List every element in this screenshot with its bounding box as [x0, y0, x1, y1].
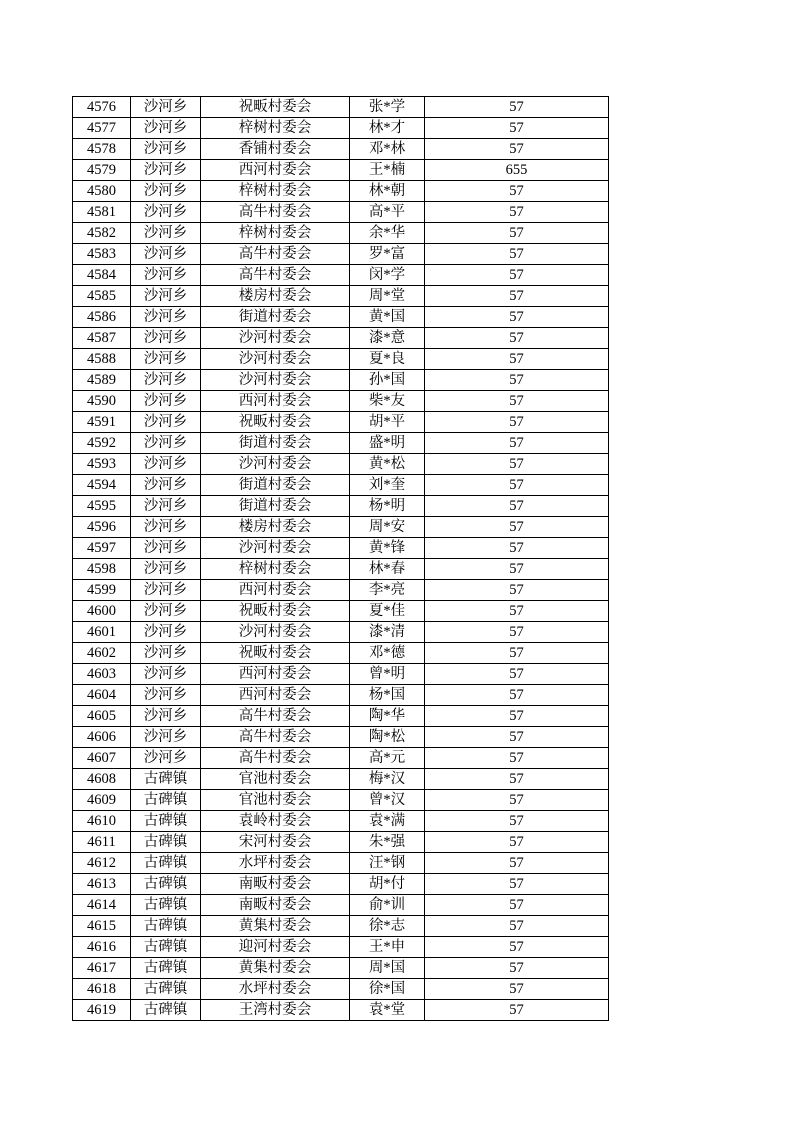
town-cell: 沙河乡 — [131, 202, 201, 223]
amount-cell: 57 — [425, 244, 609, 265]
amount-cell: 57 — [425, 118, 609, 139]
name-cell: 胡*付 — [350, 874, 425, 895]
village-cell: 梓树村委会 — [201, 559, 350, 580]
town-cell: 沙河乡 — [131, 244, 201, 265]
village-cell: 水坪村委会 — [201, 979, 350, 1000]
name-cell: 盛*明 — [350, 433, 425, 454]
amount-cell: 57 — [425, 181, 609, 202]
table-row — [73, 706, 609, 727]
village-cell: 迎河村委会 — [201, 937, 350, 958]
table-row — [73, 937, 609, 958]
name-cell: 张*学 — [350, 97, 425, 118]
town-cell: 沙河乡 — [131, 160, 201, 181]
name-cell: 徐*志 — [350, 916, 425, 937]
row-number-cell: 4593 — [73, 454, 131, 475]
town-cell: 古碑镇 — [131, 790, 201, 811]
row-number-cell: 4578 — [73, 139, 131, 160]
row-number-cell: 4598 — [73, 559, 131, 580]
roster-table-body — [73, 97, 609, 1021]
amount-cell: 57 — [425, 958, 609, 979]
row-number-cell: 4589 — [73, 370, 131, 391]
name-cell: 罗*富 — [350, 244, 425, 265]
name-cell: 高*元 — [350, 748, 425, 769]
table-row — [73, 97, 609, 118]
row-number-cell: 4588 — [73, 349, 131, 370]
amount-cell: 57 — [425, 391, 609, 412]
village-cell: 沙河村委会 — [201, 454, 350, 475]
row-number-cell: 4596 — [73, 517, 131, 538]
row-number-cell: 4597 — [73, 538, 131, 559]
village-cell: 王湾村委会 — [201, 1000, 350, 1021]
village-cell: 黄集村委会 — [201, 958, 350, 979]
amount-cell: 57 — [425, 601, 609, 622]
town-cell: 沙河乡 — [131, 622, 201, 643]
row-number-cell: 4609 — [73, 790, 131, 811]
name-cell: 余*华 — [350, 223, 425, 244]
table-row — [73, 601, 609, 622]
amount-cell: 57 — [425, 496, 609, 517]
village-cell: 沙河村委会 — [201, 538, 350, 559]
row-number-cell: 4592 — [73, 433, 131, 454]
row-number-cell: 4579 — [73, 160, 131, 181]
amount-cell: 57 — [425, 559, 609, 580]
table-row — [73, 454, 609, 475]
amount-cell: 57 — [425, 538, 609, 559]
town-cell: 沙河乡 — [131, 643, 201, 664]
amount-cell: 57 — [425, 202, 609, 223]
town-cell: 沙河乡 — [131, 559, 201, 580]
town-cell: 沙河乡 — [131, 433, 201, 454]
row-number-cell: 4615 — [73, 916, 131, 937]
town-cell: 沙河乡 — [131, 601, 201, 622]
village-cell: 宋河村委会 — [201, 832, 350, 853]
town-cell: 古碑镇 — [131, 979, 201, 1000]
village-cell: 西河村委会 — [201, 391, 350, 412]
town-cell: 沙河乡 — [131, 139, 201, 160]
name-cell: 俞*训 — [350, 895, 425, 916]
table-row — [73, 748, 609, 769]
town-cell: 沙河乡 — [131, 580, 201, 601]
table-row — [73, 853, 609, 874]
town-cell: 沙河乡 — [131, 496, 201, 517]
town-cell: 沙河乡 — [131, 370, 201, 391]
town-cell: 沙河乡 — [131, 727, 201, 748]
name-cell: 梅*汉 — [350, 769, 425, 790]
amount-cell: 57 — [425, 265, 609, 286]
name-cell: 袁*满 — [350, 811, 425, 832]
row-number-cell: 4591 — [73, 412, 131, 433]
village-cell: 楼房村委会 — [201, 286, 350, 307]
town-cell: 沙河乡 — [131, 748, 201, 769]
row-number-cell: 4577 — [73, 118, 131, 139]
name-cell: 邓*林 — [350, 139, 425, 160]
amount-cell: 57 — [425, 979, 609, 1000]
row-number-cell: 4590 — [73, 391, 131, 412]
table-row — [73, 958, 609, 979]
amount-cell: 57 — [425, 307, 609, 328]
table-row — [73, 769, 609, 790]
table-row — [73, 118, 609, 139]
name-cell: 周*安 — [350, 517, 425, 538]
village-cell: 街道村委会 — [201, 475, 350, 496]
town-cell: 古碑镇 — [131, 1000, 201, 1021]
village-cell: 祝畈村委会 — [201, 412, 350, 433]
name-cell: 柴*友 — [350, 391, 425, 412]
amount-cell: 57 — [425, 769, 609, 790]
name-cell: 陶*松 — [350, 727, 425, 748]
village-cell: 西河村委会 — [201, 664, 350, 685]
name-cell: 王*楠 — [350, 160, 425, 181]
town-cell: 沙河乡 — [131, 328, 201, 349]
row-number-cell: 4608 — [73, 769, 131, 790]
name-cell: 刘*奎 — [350, 475, 425, 496]
amount-cell: 57 — [425, 916, 609, 937]
row-number-cell: 4599 — [73, 580, 131, 601]
table-row — [73, 328, 609, 349]
table-row — [73, 286, 609, 307]
town-cell: 沙河乡 — [131, 664, 201, 685]
table-row — [73, 727, 609, 748]
name-cell: 曾*明 — [350, 664, 425, 685]
village-cell: 祝畈村委会 — [201, 601, 350, 622]
row-number-cell: 4619 — [73, 1000, 131, 1021]
name-cell: 闵*学 — [350, 265, 425, 286]
table-row — [73, 643, 609, 664]
town-cell: 沙河乡 — [131, 685, 201, 706]
town-cell: 沙河乡 — [131, 349, 201, 370]
amount-cell: 57 — [425, 454, 609, 475]
name-cell: 周*堂 — [350, 286, 425, 307]
village-cell: 高牛村委会 — [201, 244, 350, 265]
table-row — [73, 223, 609, 244]
table-row — [73, 895, 609, 916]
amount-cell: 57 — [425, 622, 609, 643]
amount-cell: 57 — [425, 748, 609, 769]
row-number-cell: 4600 — [73, 601, 131, 622]
table-row — [73, 811, 609, 832]
town-cell: 沙河乡 — [131, 475, 201, 496]
table-row — [73, 790, 609, 811]
row-number-cell: 4602 — [73, 643, 131, 664]
table-row — [73, 370, 609, 391]
name-cell: 朱*强 — [350, 832, 425, 853]
amount-cell: 57 — [425, 97, 609, 118]
village-cell: 沙河村委会 — [201, 370, 350, 391]
village-cell: 西河村委会 — [201, 160, 350, 181]
name-cell: 黄*锋 — [350, 538, 425, 559]
name-cell: 李*亮 — [350, 580, 425, 601]
name-cell: 徐*国 — [350, 979, 425, 1000]
name-cell: 漆*意 — [350, 328, 425, 349]
table-row — [73, 181, 609, 202]
name-cell: 黄*松 — [350, 454, 425, 475]
row-number-cell: 4601 — [73, 622, 131, 643]
name-cell: 黄*国 — [350, 307, 425, 328]
name-cell: 杨*明 — [350, 496, 425, 517]
town-cell: 沙河乡 — [131, 286, 201, 307]
table-row — [73, 832, 609, 853]
amount-cell: 57 — [425, 895, 609, 916]
row-number-cell: 4613 — [73, 874, 131, 895]
name-cell: 汪*钢 — [350, 853, 425, 874]
amount-cell: 57 — [425, 874, 609, 895]
row-number-cell: 4586 — [73, 307, 131, 328]
village-cell: 袁岭村委会 — [201, 811, 350, 832]
village-cell: 梓树村委会 — [201, 118, 350, 139]
village-cell: 高牛村委会 — [201, 265, 350, 286]
village-cell: 高牛村委会 — [201, 748, 350, 769]
town-cell: 沙河乡 — [131, 706, 201, 727]
village-cell: 官池村委会 — [201, 790, 350, 811]
row-number-cell: 4582 — [73, 223, 131, 244]
village-cell: 高牛村委会 — [201, 202, 350, 223]
amount-cell: 57 — [425, 433, 609, 454]
table-row — [73, 517, 609, 538]
row-number-cell: 4595 — [73, 496, 131, 517]
village-cell: 楼房村委会 — [201, 517, 350, 538]
town-cell: 沙河乡 — [131, 223, 201, 244]
village-cell: 沙河村委会 — [201, 328, 350, 349]
table-row — [73, 475, 609, 496]
village-cell: 水坪村委会 — [201, 853, 350, 874]
town-cell: 古碑镇 — [131, 916, 201, 937]
row-number-cell: 4610 — [73, 811, 131, 832]
amount-cell: 57 — [425, 412, 609, 433]
village-cell: 沙河村委会 — [201, 622, 350, 643]
town-cell: 沙河乡 — [131, 265, 201, 286]
row-number-cell: 4617 — [73, 958, 131, 979]
table-row — [73, 391, 609, 412]
roster-table — [72, 96, 609, 1021]
amount-cell: 57 — [425, 664, 609, 685]
table-row — [73, 874, 609, 895]
name-cell: 邓*德 — [350, 643, 425, 664]
town-cell: 沙河乡 — [131, 181, 201, 202]
amount-cell: 57 — [425, 1000, 609, 1021]
amount-cell: 57 — [425, 223, 609, 244]
amount-cell: 57 — [425, 853, 609, 874]
row-number-cell: 4585 — [73, 286, 131, 307]
table-row — [73, 1000, 609, 1021]
amount-cell: 57 — [425, 706, 609, 727]
town-cell: 古碑镇 — [131, 937, 201, 958]
name-cell: 林*才 — [350, 118, 425, 139]
row-number-cell: 4607 — [73, 748, 131, 769]
name-cell: 陶*华 — [350, 706, 425, 727]
row-number-cell: 4606 — [73, 727, 131, 748]
row-number-cell: 4584 — [73, 265, 131, 286]
row-number-cell: 4583 — [73, 244, 131, 265]
village-cell: 祝畈村委会 — [201, 643, 350, 664]
town-cell: 沙河乡 — [131, 538, 201, 559]
village-cell: 沙河村委会 — [201, 349, 350, 370]
village-cell: 梓树村委会 — [201, 181, 350, 202]
town-cell: 沙河乡 — [131, 454, 201, 475]
amount-cell: 57 — [425, 517, 609, 538]
town-cell: 古碑镇 — [131, 832, 201, 853]
amount-cell: 57 — [425, 811, 609, 832]
town-cell: 沙河乡 — [131, 307, 201, 328]
name-cell: 曾*汉 — [350, 790, 425, 811]
table-row — [73, 349, 609, 370]
amount-cell: 57 — [425, 139, 609, 160]
table-row — [73, 202, 609, 223]
table-row — [73, 979, 609, 1000]
name-cell: 高*平 — [350, 202, 425, 223]
table-row — [73, 685, 609, 706]
town-cell: 古碑镇 — [131, 874, 201, 895]
name-cell: 孙*国 — [350, 370, 425, 391]
name-cell: 袁*堂 — [350, 1000, 425, 1021]
row-number-cell: 4604 — [73, 685, 131, 706]
amount-cell: 57 — [425, 286, 609, 307]
amount-cell: 57 — [425, 727, 609, 748]
village-cell: 黄集村委会 — [201, 916, 350, 937]
village-cell: 街道村委会 — [201, 307, 350, 328]
table-row — [73, 139, 609, 160]
town-cell: 沙河乡 — [131, 118, 201, 139]
town-cell: 沙河乡 — [131, 517, 201, 538]
name-cell: 漆*清 — [350, 622, 425, 643]
table-row — [73, 538, 609, 559]
village-cell: 官池村委会 — [201, 769, 350, 790]
village-cell: 高牛村委会 — [201, 727, 350, 748]
row-number-cell: 4612 — [73, 853, 131, 874]
row-number-cell: 4603 — [73, 664, 131, 685]
table-row — [73, 244, 609, 265]
row-number-cell: 4616 — [73, 937, 131, 958]
amount-cell: 57 — [425, 937, 609, 958]
table-row — [73, 496, 609, 517]
row-number-cell: 4581 — [73, 202, 131, 223]
row-number-cell: 4594 — [73, 475, 131, 496]
table-row — [73, 580, 609, 601]
name-cell: 胡*平 — [350, 412, 425, 433]
amount-cell: 57 — [425, 643, 609, 664]
name-cell: 夏*佳 — [350, 601, 425, 622]
village-cell: 街道村委会 — [201, 433, 350, 454]
row-number-cell: 4576 — [73, 97, 131, 118]
row-number-cell: 4580 — [73, 181, 131, 202]
village-cell: 南畈村委会 — [201, 874, 350, 895]
amount-cell: 57 — [425, 790, 609, 811]
village-cell: 西河村委会 — [201, 580, 350, 601]
town-cell: 古碑镇 — [131, 769, 201, 790]
table-row — [73, 559, 609, 580]
table-row — [73, 160, 609, 181]
row-number-cell: 4605 — [73, 706, 131, 727]
village-cell: 梓树村委会 — [201, 223, 350, 244]
village-cell: 西河村委会 — [201, 685, 350, 706]
village-cell: 祝畈村委会 — [201, 97, 350, 118]
table-row — [73, 307, 609, 328]
name-cell: 周*国 — [350, 958, 425, 979]
village-cell: 香铺村委会 — [201, 139, 350, 160]
village-cell: 高牛村委会 — [201, 706, 350, 727]
table-row — [73, 265, 609, 286]
row-number-cell: 4618 — [73, 979, 131, 1000]
amount-cell: 57 — [425, 328, 609, 349]
town-cell: 古碑镇 — [131, 958, 201, 979]
village-cell: 南畈村委会 — [201, 895, 350, 916]
table-row — [73, 916, 609, 937]
table-row — [73, 664, 609, 685]
town-cell: 古碑镇 — [131, 895, 201, 916]
amount-cell: 57 — [425, 475, 609, 496]
name-cell: 林*朝 — [350, 181, 425, 202]
name-cell: 王*申 — [350, 937, 425, 958]
name-cell: 林*春 — [350, 559, 425, 580]
amount-cell: 57 — [425, 349, 609, 370]
amount-cell: 57 — [425, 832, 609, 853]
row-number-cell: 4587 — [73, 328, 131, 349]
town-cell: 沙河乡 — [131, 97, 201, 118]
name-cell: 夏*良 — [350, 349, 425, 370]
town-cell: 沙河乡 — [131, 412, 201, 433]
amount-cell: 57 — [425, 370, 609, 391]
table-row — [73, 622, 609, 643]
town-cell: 古碑镇 — [131, 853, 201, 874]
town-cell: 沙河乡 — [131, 391, 201, 412]
amount-cell: 655 — [425, 160, 609, 181]
amount-cell: 57 — [425, 580, 609, 601]
row-number-cell: 4614 — [73, 895, 131, 916]
name-cell: 杨*国 — [350, 685, 425, 706]
table-row — [73, 433, 609, 454]
village-cell: 街道村委会 — [201, 496, 350, 517]
town-cell: 古碑镇 — [131, 811, 201, 832]
row-number-cell: 4611 — [73, 832, 131, 853]
table-row — [73, 412, 609, 433]
amount-cell: 57 — [425, 685, 609, 706]
